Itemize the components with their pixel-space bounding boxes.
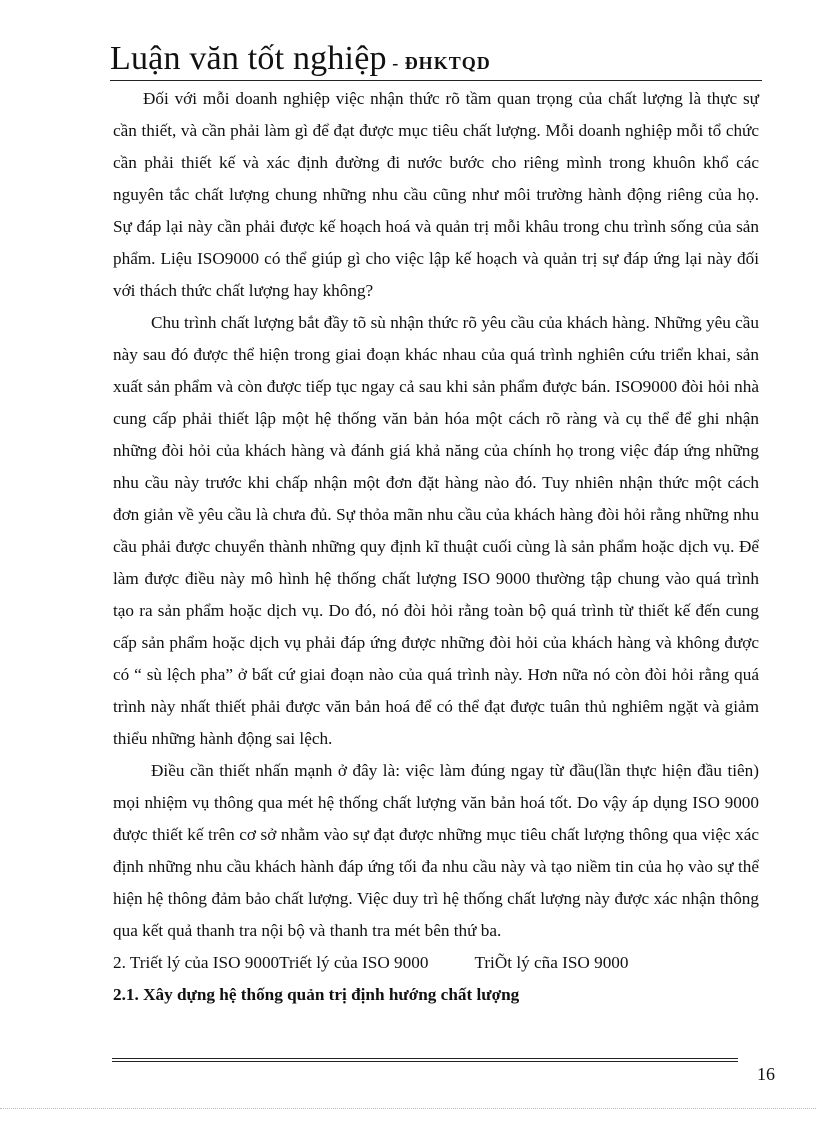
section-heading-part2: TriÕt lý cña ISO 9000 [474, 953, 629, 972]
paragraph-1: Đối với mỗi doanh nghiệp việc nhận thức rõ tầm quan trọng của chất lượng là thực sự cần thiết, và cần phải làm gì để đạt được mục tiêu chất lượng. Mỗi doanh nghiệp mỗi tổ chức cần phải thiết kế và xác định đường đi nước bước cho riêng mình trong khuôn khổ các nguyên tắc chất lượng chung những nhu cầu cũng như môi trường hành động riêng của họ. Sự đáp lại này cần phải được kế hoạch hoá và quản trị mỗi khâu trong chu trình sống của sản phẩm. Liệu ISO9000 có thể giúp gì cho việc lập kế hoạch và quản trị sự đáp ứng lại này đối với thách thức chất lượng hay không? [113, 89, 759, 300]
page-number: 16 [757, 1064, 775, 1084]
paragraph-3: Điều cần thiết nhấn mạnh ở đây là: việc làm đúng ngay từ đầu(lần thực hiện đầu tiên) mọi nhiệm vụ thông qua mét hệ thống chất lượng văn bản hoá tốt. Do vậy áp dụng ISO 9000 được thiết kế trên cơ sở nhằm vào sự đạt được những mục tiêu chất lượng thông qua việc xác định những nhu cầu khách hành đáp ứng tối đa nhu cầu này và tạo niềm tin của họ vào sự thể hiện hệ thông đảm bảo chất lượng. Việc duy trì hệ thống chất lượng này được xác nhận thông qua kết quả thanh tra nội bộ và thanh tra mét bên thứ ba. [113, 761, 759, 940]
header-separator: - [386, 53, 405, 73]
section-heading-part1: 2. Triết lý của ISO 9000Triết lý của ISO 9000 [113, 953, 429, 972]
section-heading [113, 947, 759, 979]
header-subtitle: ĐHKTQD [404, 53, 491, 73]
page-header [110, 40, 762, 81]
document-body [113, 83, 759, 1011]
paragraph-2: Chu trình chất lượng bắt đầy tõ sù nhận thức rõ yêu cầu của khách hàng. Những yêu cầu này sau đó được thể hiện trong giai đoạn khác nhau của quá trình nghiên cứu triển khai, sản xuất sản phẩm và còn được tiếp tục ngay cả sau khi sản phẩm được bán. ISO9000 đòi hỏi nhà cung cấp phải thiết lập một hệ thống văn bản hóa một cách rõ ràng và cụ thể để ghi nhận những đòi hỏi của khách hàng và đánh giá khả năng của chính họ trong việc đáp ứng những nhu cầu này trước khi chấp nhận một đơn đặt hàng nào đó. Tuy nhiên nhận thức một cách đơn giản về yêu cầu là chưa đủ. Sự thỏa mãn nhu cầu của khách hàng đòi hỏi rằng những nhu cầu phải được chuyển thành những quy định kĩ thuật cuối cùng là sản phẩm hoặc dịch vụ. Để làm được điều này mô hình hệ thống chất lượng ISO 9000 thường tập chung vào quá trình tạo ra sản phẩm hoặc dịch vụ. Do đó, nó đòi hỏi rằng toàn bộ quá trình từ thiết kế đến cung cấp sản phẩm hoặc dịch vụ phải đáp ứng được những đòi hỏi của khách hàng và không được có “ sù lệch pha” ở bất cứ giai đoạn nào của quá trình này. Hơn nữa nó còn đòi hỏi rằng quá trình này nhất thiết phải được văn bản hoá để có thể đạt được tuân thủ nghiêm ngặt và giảm thiểu những hành động sai lệch. [113, 313, 759, 748]
subsection-heading: 2.1. Xây dựng hệ thống quản trị định hướng chất lượng [113, 985, 520, 1004]
header-title: Luận văn tốt nghiệp [110, 40, 387, 77]
page-bottom-dotted-line [0, 1108, 816, 1109]
footer-rule [112, 1058, 738, 1062]
